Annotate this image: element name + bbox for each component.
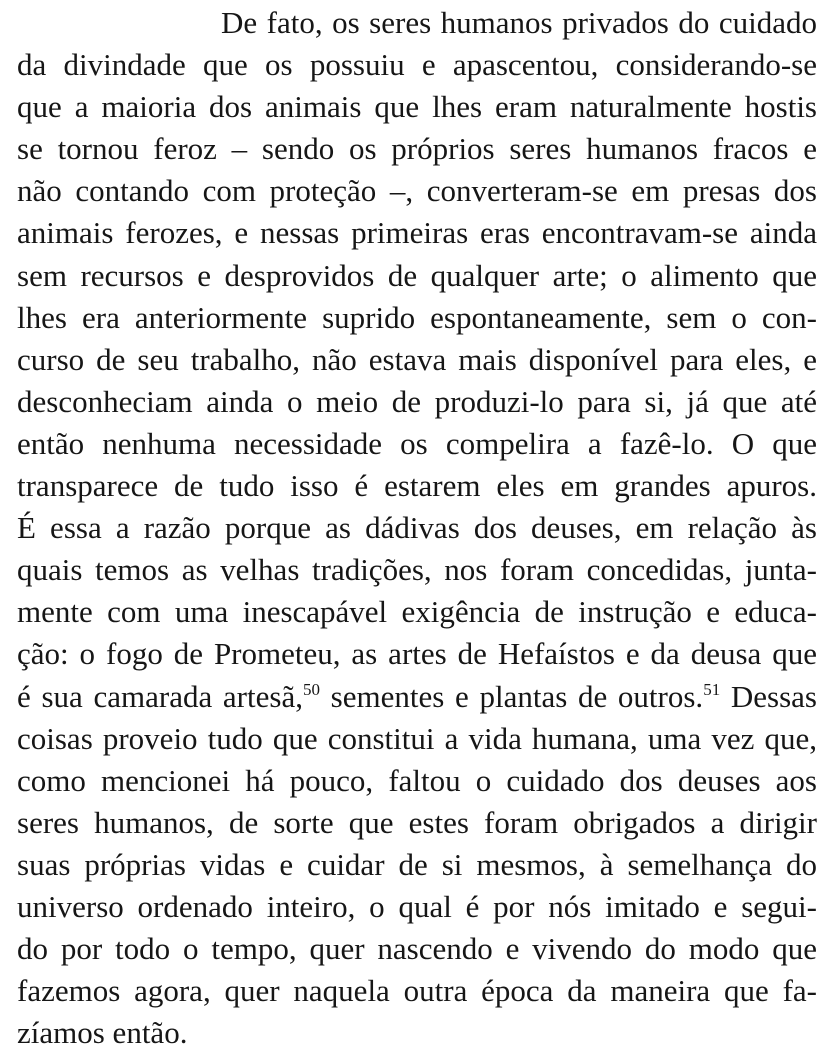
- text-line-2: da divindade que os possuiu e apascentou, considerando-se: [17, 47, 817, 83]
- text-line-1: De fato, os seres humanos privados do cuidado: [221, 5, 817, 40]
- text-line-5: não contando com proteção –, converteram-se em presas dos: [17, 173, 817, 209]
- text-line-25: zíamos então.: [17, 1015, 188, 1051]
- text-line-19: como mencionei há pouco, faltou o cuidado dos deuses aos: [17, 762, 817, 798]
- text-line-22: universo ordenado inteiro, o qual é por nós imitado e segui-: [17, 888, 817, 924]
- text-line-15: mente com uma inescapável exigência de instrução e educa-: [17, 594, 817, 630]
- text-line-9: curso de seu trabalho, não estava mais disponível para eles, e: [17, 341, 817, 377]
- paragraph: [17, 2, 817, 1054]
- text-line-14: quais temos as velhas tradições, nos foram concedidas, junta-: [17, 552, 817, 588]
- text-line-21: suas próprias vidas e cuidar de si mesmos, à semelhança do: [17, 846, 817, 882]
- text-line-23: do por todo o tempo, quer nascendo e vivendo do modo que: [17, 931, 817, 967]
- text-line-11: então nenhuma necessidade os compelira a fazê-lo. O que: [17, 425, 817, 461]
- text-line-6: animais ferozes, e nessas primeiras eras encontravam-se ainda: [17, 215, 817, 251]
- text-line-4: se tornou feroz – sendo os próprios seres humanos fracos e: [17, 131, 817, 167]
- text-line-17-part-1: é sua camarada artesã,: [17, 678, 303, 714]
- text-line-17-part-2: sementes e plantas de outros.: [319, 678, 704, 714]
- text-line-10: desconheciam ainda o meio de produzi-lo para si, já que até: [17, 383, 817, 419]
- footnote-marker-50: 50: [302, 679, 320, 699]
- text-line-16: ção: o fogo de Prometeu, as artes de Hefaístos e da deusa que: [17, 636, 817, 672]
- text-line-18: coisas proveio tudo que constitui a vida humana, uma vez que,: [17, 720, 817, 756]
- text-line-24: fazemos agora, quer naquela outra época da maneira que fa-: [17, 973, 817, 1009]
- text-line-12: transparece de tudo isso é estarem eles em grandes apuros.: [17, 468, 817, 504]
- text-line-17: [17, 676, 817, 718]
- text-line-8: lhes era anteriormente suprido espontaneamente, sem o con-: [17, 299, 817, 335]
- text-line-13: É essa a razão porque as dádivas dos deuses, em relação às: [17, 510, 817, 546]
- text-line-17-part-3: Dessas: [720, 678, 817, 714]
- text-line-7: sem recursos e desprovidos de qualquer arte; o alimento que: [17, 257, 817, 293]
- footnote-marker-51: 51: [703, 679, 721, 699]
- text-line-20: seres humanos, de sorte que estes foram obrigados a dirigir: [17, 804, 817, 840]
- text-line-3: que a maioria dos animais que lhes eram naturalmente hostis: [17, 89, 817, 125]
